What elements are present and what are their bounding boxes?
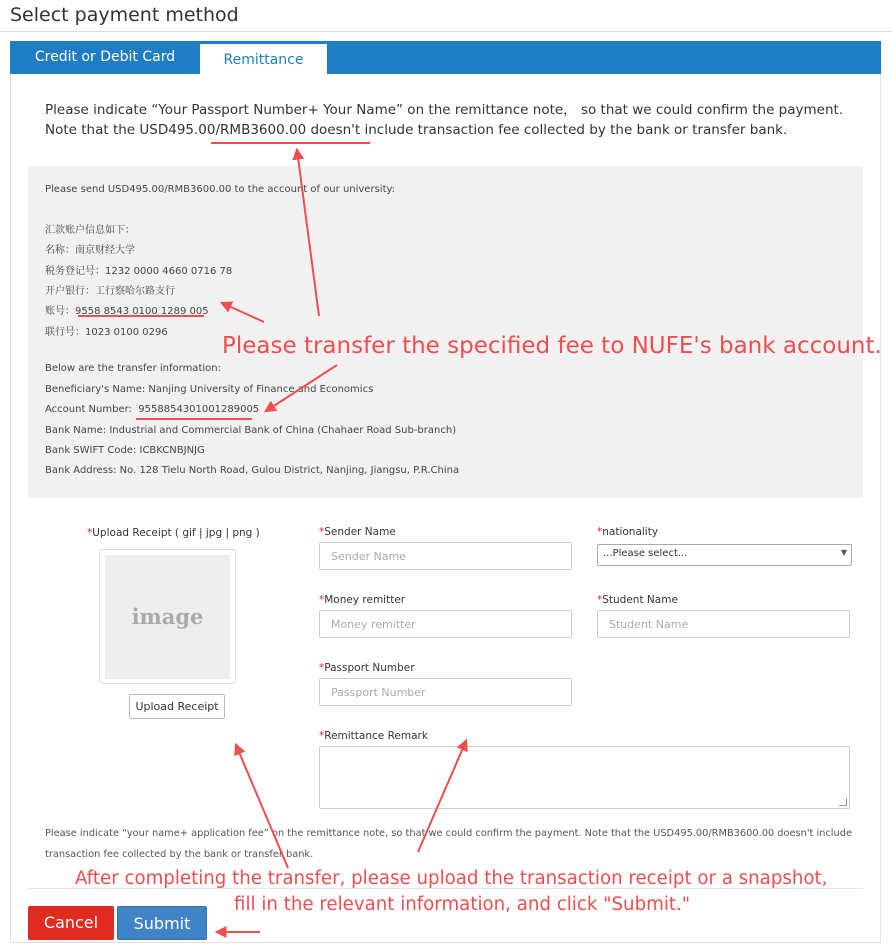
money-remitter-input[interactable] <box>319 610 572 638</box>
page-title: Select payment method <box>10 4 239 26</box>
tab-remittance[interactable]: Remittance <box>200 44 327 74</box>
sender-name-input[interactable] <box>319 542 572 570</box>
passport-number-input[interactable] <box>319 678 572 706</box>
cn-account-value: 9558 8543 0100 1289 005 <box>75 306 209 317</box>
divider <box>0 31 892 32</box>
upload-annotation-line1: After completing the transfer, please upload the transaction receipt or a snapshot, <box>75 868 828 889</box>
submit-button[interactable]: Submit <box>117 906 207 940</box>
upload-receipt-label: *Upload Receipt ( gif | jpg | png ) <box>87 527 260 539</box>
sender-name-label: *Sender Name <box>319 526 396 538</box>
cn-account-number <box>45 302 209 317</box>
resize-handle-icon[interactable] <box>839 798 847 806</box>
cn-account-label: 账号： <box>45 306 75 317</box>
remittance-instructions <box>45 100 865 140</box>
bank-address: Bank Address: No. 128 Tielu North Road, Gulou District, Nanjing, Jiangsu, P.R.China <box>45 465 460 476</box>
passport-number-label: *Passport Number <box>319 662 415 674</box>
fee-amount: USD495.00/RMB3600.00 <box>139 122 307 138</box>
account-number <box>45 404 259 415</box>
bank-account-info <box>28 166 863 498</box>
remittance-remark-label: *Remittance Remark <box>319 730 428 742</box>
remittance-footnote: Please indicate “your name+ application fee” on the remittance note, so that we could confirm the payment. Note that the USD495.00/RMB3600.00 doesn't include transaction fee collected by the bank or transfer bank. <box>45 828 852 860</box>
send-instruction: Please send USD495.00/RMB3600.00 to the account of our university: <box>45 184 396 195</box>
upload-annotation-line2: fill in the relevant information, and click "Submit." <box>234 894 691 915</box>
student-name-input[interactable] <box>597 610 850 638</box>
cn-tax-number: 税务登记号：1232 0000 4660 0716 78 <box>45 266 233 277</box>
cn-account-name: 名称：南京财经大学 <box>45 245 135 256</box>
chevron-down-icon: ▼ <box>840 548 847 557</box>
cn-bank-branch: 开户银行：工行察哈尔路支行 <box>45 286 175 297</box>
swift-code: Bank SWIFT Code: ICBKCNBJNJG <box>45 445 205 456</box>
receipt-image-preview <box>99 549 236 684</box>
instructions-text: Please indicate “Your Passport Number+ Your Name” on the remittance note， so that we could confirm the payment. Note that the <box>45 102 844 138</box>
divider <box>28 888 863 889</box>
account-number-label: Account Number: <box>45 404 132 415</box>
cn-info-header: 汇款账户信息如下： <box>45 225 135 236</box>
cancel-button[interactable]: Cancel <box>28 906 114 940</box>
cn-routing-number: 联行号：1023 0100 0296 <box>45 327 168 338</box>
money-remitter-label: *Money remitter <box>319 594 406 606</box>
upload-receipt-button[interactable]: Upload Receipt <box>129 694 225 719</box>
bank-name: Bank Name: Industrial and Commercial Bank of China (Chahaer Road Sub-branch) <box>45 425 457 436</box>
tab-credit-card[interactable]: Credit or Debit Card <box>34 49 176 65</box>
instructions-text-end: doesn't include transaction fee collected by the bank or transfer bank. <box>306 122 788 138</box>
transfer-annotation: Please transfer the specified fee to NUFE's bank account. <box>222 333 882 359</box>
transfer-info-header: Below are the transfer information: <box>45 363 221 374</box>
nationality-selected-value: ...Please select... <box>603 548 688 559</box>
remittance-remark-textarea[interactable] <box>319 746 850 809</box>
account-number-value: 9558854301001289005 <box>138 404 260 415</box>
nationality-select[interactable] <box>597 544 852 566</box>
beneficiary-name: Beneficiary's Name: Nanjing University of Finance and Economics <box>45 384 374 395</box>
student-name-label: *Student Name <box>597 594 678 606</box>
nationality-label: *nationality <box>597 526 659 538</box>
payment-tabs <box>10 41 881 74</box>
image-placeholder-icon: image <box>105 555 230 679</box>
